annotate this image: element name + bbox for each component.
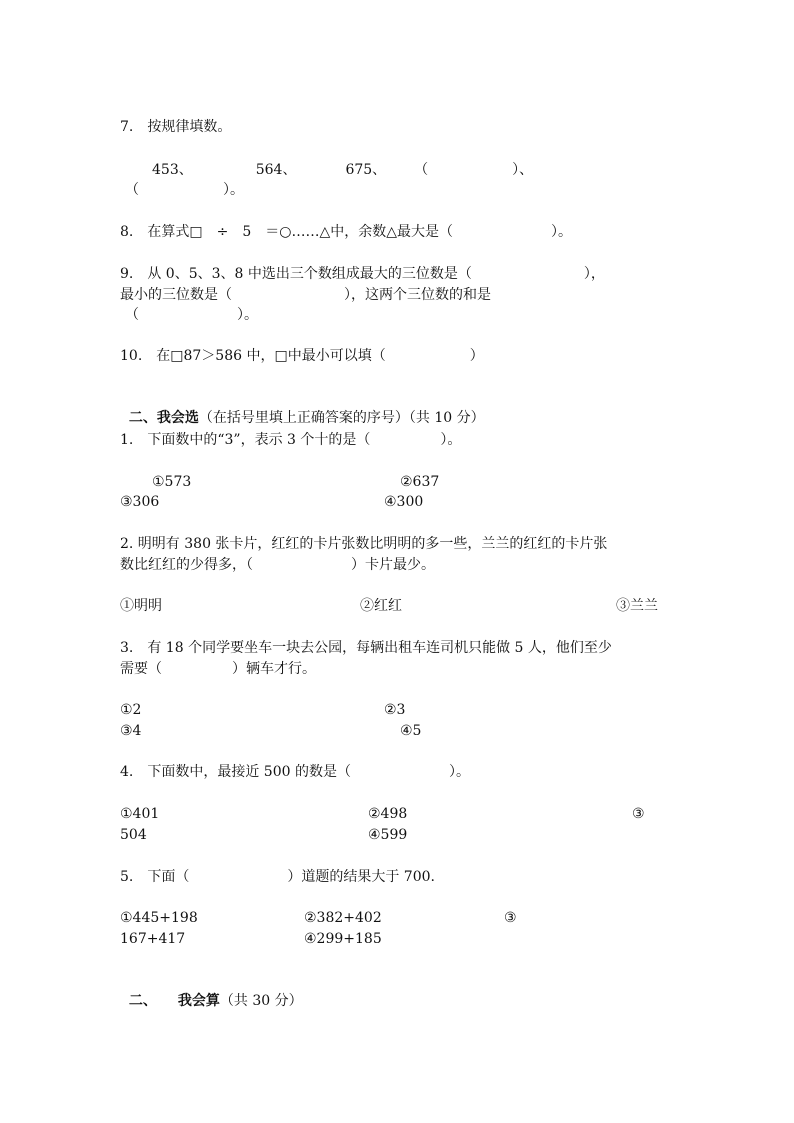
choice-5-question: 5. 下面（ ）道题的结果大于 700.: [120, 869, 435, 885]
choice-3-line-1: 3. 有 18 个同学要坐车一块去公园，每辆出租车连司机只能做 5 人，他们至少: [120, 640, 612, 656]
choice-5-option-2: ②382+402: [304, 910, 382, 926]
choice-4-option-2: ②498: [368, 806, 408, 822]
choice-3-option-2: ②3: [384, 702, 406, 718]
choice-2-option-3: ③兰兰: [616, 598, 658, 614]
q8-question: 8. 在算式□ ÷ 5 ＝○……△中，余数△最大是（ ）。: [120, 224, 572, 240]
section-calculate-note: （共 30 分）: [219, 993, 303, 1009]
choice-1-option-1: ①573: [152, 474, 192, 490]
section-choose-heading: [120, 388, 485, 428]
choice-2-option-2: ②红红: [360, 598, 402, 614]
choice-4-option-1: ①401: [120, 806, 160, 822]
q9-line-3: （ ）。: [125, 307, 258, 323]
choice-4-option-3-marker: ③: [632, 806, 645, 822]
choice-1-option-3: ③306: [120, 494, 160, 510]
choice-3-line-2: 需要（ ）辆车才行。: [120, 661, 316, 677]
choice-2-line-1: 2. 明明有 380 张卡片，红红的卡片张数比明明的多一些，兰兰的红红的卡片张: [120, 536, 608, 552]
q7-sequence-line: 453、 564、 675、 （ ）、: [152, 162, 534, 178]
q9-line-1: 9. 从 0、5、3、8 中选出三个数组成最大的三位数是（ ），: [120, 266, 605, 282]
section-calculate-label: 二、 我会算: [128, 993, 220, 1009]
choice-5-option-1: ①445+198: [120, 910, 198, 926]
q7-title: 7. 按规律填数。: [120, 119, 232, 135]
choice-3-option-1: ①2: [120, 702, 142, 718]
q10-question: 10. 在□87＞586 中，□中最小可以填（ ）: [120, 348, 484, 364]
choice-1-option-4: ④300: [384, 494, 424, 510]
q9-line-2: 最小的三位数是（ ），这两个三位数的和是: [120, 287, 491, 303]
choice-3-option-4: ④5: [400, 723, 422, 739]
choice-4-option-4: ④599: [368, 827, 408, 843]
section-calculate-heading: [120, 971, 303, 1011]
choice-2-option-1: ①明明: [120, 598, 162, 614]
section-choose-note: （在括号里填上正确答案的序号）（共 10 分）: [198, 410, 485, 426]
choice-4-question: 4. 下面数中，最接近 500 的数是（ ）。: [120, 764, 470, 780]
choice-1-option-2: ②637: [400, 474, 440, 490]
choice-5-option-3-value: 167+417: [120, 931, 186, 947]
choice-3-option-3: ③4: [120, 723, 142, 739]
section-choose-label: 二、我会选: [128, 410, 199, 426]
q7-answer-line: （ ）。: [125, 182, 244, 198]
choice-5-option-3-marker: ③: [504, 910, 517, 926]
choice-4-option-3-value: 504: [120, 827, 147, 843]
choice-2-line-2: 数比红红的少得多，（ ）卡片最少。: [120, 557, 435, 573]
choice-1-question: 1. 下面数中的“3”，表示 3 个十的是（ ）。: [120, 432, 462, 448]
choice-5-option-4: ④299+185: [304, 931, 382, 947]
